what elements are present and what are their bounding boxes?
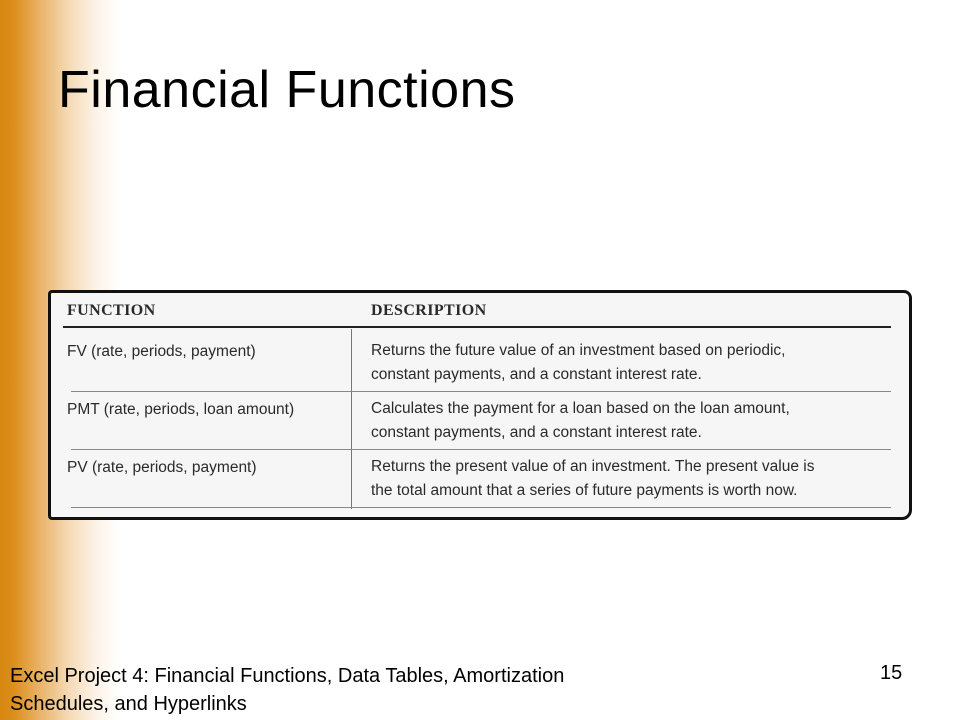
table-row-2-description xyxy=(371,397,901,445)
table-row-1-description xyxy=(371,339,901,387)
description-line: Returns the present value of an investment. The present value is xyxy=(371,458,815,475)
description-line: constant payments, and a constant interest rate. xyxy=(371,366,702,383)
table-row-1-function: FV (rate, periods, payment) xyxy=(67,343,256,360)
table-row-3-function: PV (rate, periods, payment) xyxy=(67,459,257,476)
description-line: Calculates the payment for a loan based on the loan amount, xyxy=(371,400,790,417)
row-divider xyxy=(71,507,891,508)
slide-title: Financial Functions xyxy=(58,61,516,119)
description-line: constant payments, and a constant interest rate. xyxy=(371,424,702,441)
table-row-3-description xyxy=(371,455,901,503)
footer-line: Excel Project 4: Financial Functions, Data Tables, Amortization xyxy=(10,665,565,687)
column-divider xyxy=(351,329,352,509)
table-row-2-function: PMT (rate, periods, loan amount) xyxy=(67,401,295,418)
row-divider xyxy=(71,449,891,450)
footer-line: Schedules, and Hyperlinks xyxy=(10,693,247,715)
page-number: 15 xyxy=(880,662,903,684)
slide-footer xyxy=(10,662,730,718)
column-header-function: FUNCTION xyxy=(67,302,156,319)
function-table-body xyxy=(51,293,909,517)
column-header-description: DESCRIPTION xyxy=(371,302,487,319)
function-table xyxy=(48,290,912,520)
row-divider xyxy=(71,391,891,392)
description-line: Returns the future value of an investment based on periodic, xyxy=(371,342,786,359)
description-line: the total amount that a series of future payments is worth now. xyxy=(371,482,798,499)
header-divider xyxy=(63,326,891,328)
